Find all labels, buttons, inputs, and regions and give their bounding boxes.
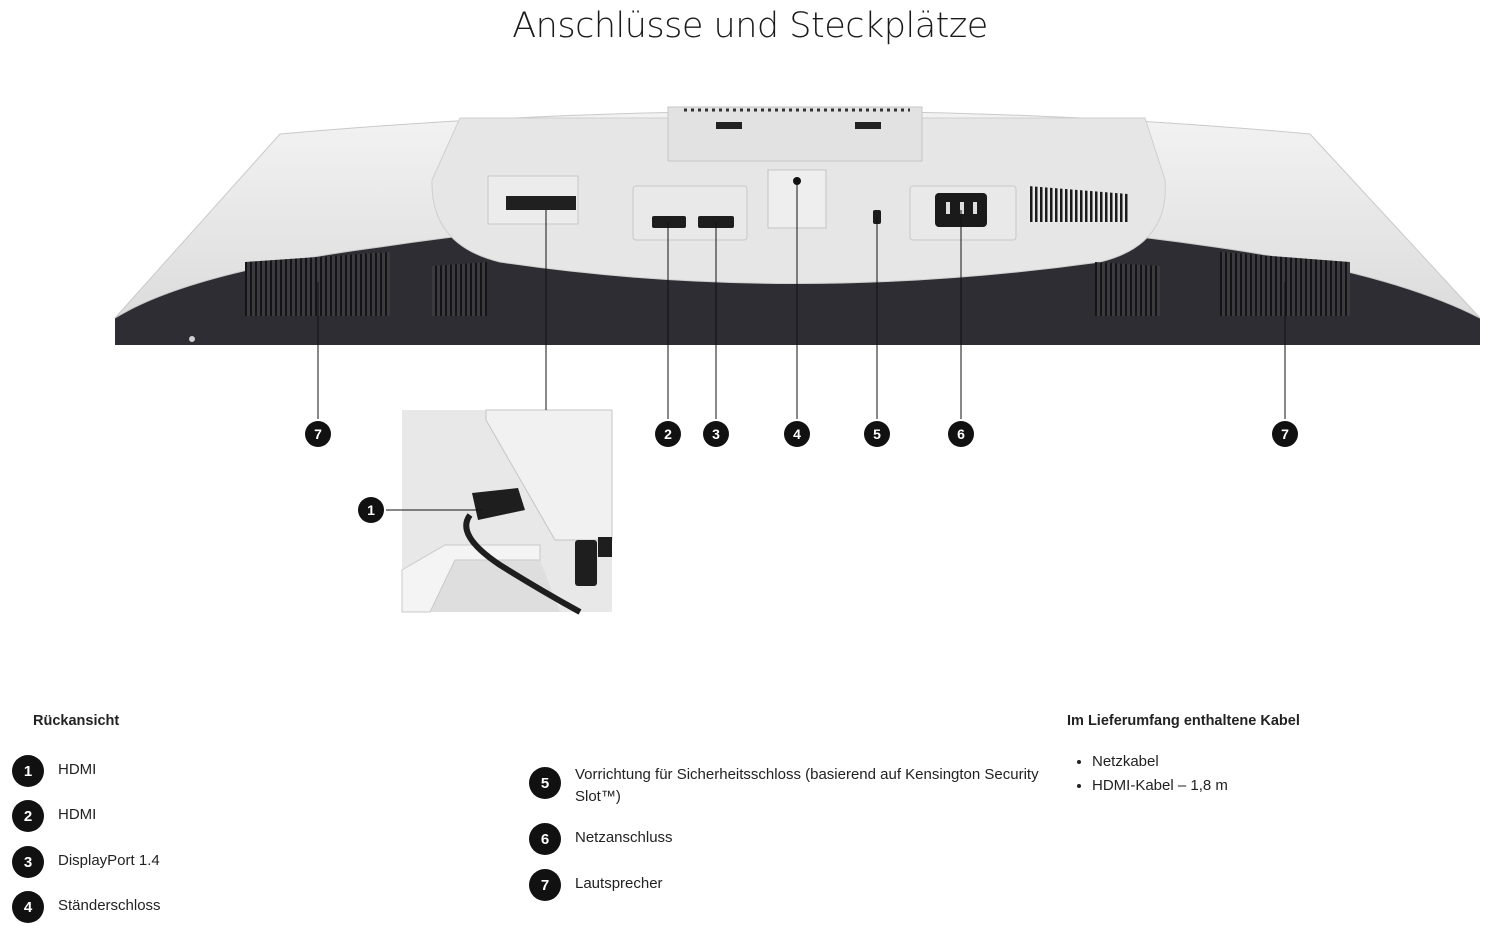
legend-number: 7 bbox=[529, 869, 561, 901]
legend-label: DisplayPort 1.4 bbox=[58, 852, 160, 869]
hdmi-inset-photo bbox=[402, 410, 612, 612]
legend-label: Ständerschloss bbox=[58, 897, 161, 914]
legend-item-4 bbox=[12, 891, 161, 923]
cable-item: • HDMI-Kabel – 1,8 m bbox=[1092, 774, 1228, 798]
port-panel bbox=[633, 186, 747, 240]
callout-6: 6 bbox=[948, 421, 974, 447]
legend-number: 2 bbox=[12, 800, 44, 832]
legend-item-2 bbox=[12, 800, 96, 832]
legend-item-6 bbox=[529, 823, 673, 855]
legend-label: HDMI bbox=[58, 806, 97, 823]
legend-number: 3 bbox=[12, 846, 44, 878]
legend-number: 1 bbox=[12, 755, 44, 787]
callout-7-left: 7 bbox=[305, 421, 331, 447]
legend-number: 5 bbox=[529, 767, 561, 799]
callout-1: 1 bbox=[358, 497, 384, 523]
callout-7-right: 7 bbox=[1272, 421, 1298, 447]
legend-label: Lautsprecher bbox=[575, 875, 663, 892]
callout-5: 5 bbox=[864, 421, 890, 447]
callout-3: 3 bbox=[703, 421, 729, 447]
page-title: Anschlüsse und Steckplätze bbox=[512, 6, 988, 46]
legend-label: Netzanschluss bbox=[575, 829, 673, 846]
legend-item-1 bbox=[12, 755, 96, 787]
callout-4: 4 bbox=[784, 421, 810, 447]
vesa-mount bbox=[668, 107, 922, 161]
legend-item-3 bbox=[12, 846, 160, 878]
legend-item-7 bbox=[529, 869, 663, 901]
cable-item: • Netzkabel bbox=[1092, 750, 1228, 774]
cables-list bbox=[1076, 750, 1228, 798]
cables-heading: Im Lieferumfang enthaltene Kabel bbox=[1067, 713, 1300, 729]
rear-view-heading: Rückansicht bbox=[33, 713, 120, 729]
legend-number: 4 bbox=[12, 891, 44, 923]
legend-label: HDMI bbox=[58, 761, 97, 778]
power-panel bbox=[910, 186, 1016, 240]
hdmi-1-recess bbox=[488, 176, 578, 224]
callout-2: 2 bbox=[655, 421, 681, 447]
legend-label: Vorrichtung für Sicherheitsschloss (basierend auf Kensington Security Slot™) bbox=[575, 766, 1039, 805]
legend-item-5 bbox=[529, 764, 1049, 808]
legend-number: 6 bbox=[529, 823, 561, 855]
